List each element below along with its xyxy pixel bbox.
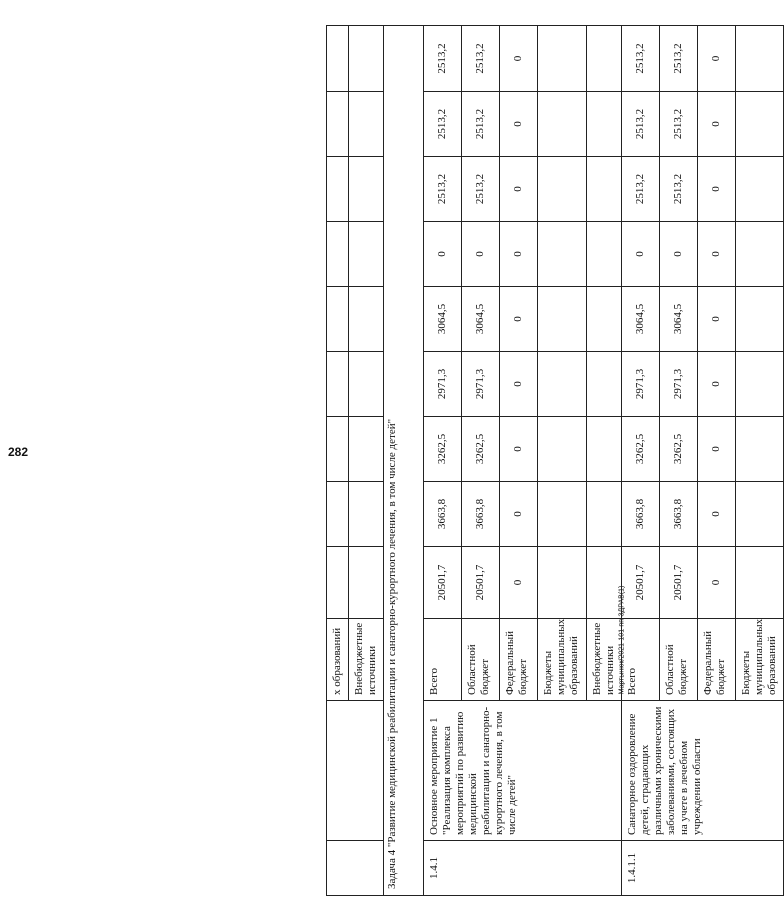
page-number: 282 xyxy=(7,445,29,459)
funding-source-cell: х образований xyxy=(327,619,349,701)
budget-table xyxy=(326,26,784,896)
funding-source-cell: Внебюджетные источники xyxy=(586,619,621,701)
value-cell xyxy=(327,92,349,157)
value-cell: 0 xyxy=(500,92,538,157)
value-cell xyxy=(538,92,586,157)
value-cell: 3064,5 xyxy=(659,287,697,352)
value-cell: 2513,2 xyxy=(621,157,659,222)
value-cell xyxy=(538,157,586,222)
value-cell xyxy=(538,482,586,547)
value-cell: 20501,7 xyxy=(621,547,659,619)
value-cell xyxy=(735,287,783,352)
value-cell xyxy=(349,287,384,352)
value-cell xyxy=(735,482,783,547)
funding-source-cell: Областной бюджет xyxy=(659,619,697,701)
value-cell xyxy=(327,482,349,547)
value-cell xyxy=(538,547,586,619)
value-cell xyxy=(327,157,349,222)
value-cell: 20501,7 xyxy=(659,547,697,619)
value-cell: 2513,2 xyxy=(621,26,659,92)
value-cell xyxy=(735,222,783,287)
value-cell xyxy=(586,352,621,417)
value-cell xyxy=(586,26,621,92)
table-row xyxy=(424,26,462,896)
value-cell: 0 xyxy=(697,352,735,417)
value-cell xyxy=(349,417,384,482)
value-cell xyxy=(349,352,384,417)
value-cell xyxy=(327,417,349,482)
value-cell xyxy=(586,157,621,222)
value-cell: 3663,8 xyxy=(462,482,500,547)
value-cell: 0 xyxy=(500,547,538,619)
value-cell: 2513,2 xyxy=(462,157,500,222)
value-cell xyxy=(586,547,621,619)
value-cell: 2513,2 xyxy=(659,26,697,92)
table-row xyxy=(327,26,349,896)
activity-code: 1.4.1.1 xyxy=(621,841,783,896)
value-cell: 3262,5 xyxy=(462,417,500,482)
funding-source-cell: Федеральный бюджет xyxy=(697,619,735,701)
value-cell: 3663,8 xyxy=(424,482,462,547)
value-cell: 0 xyxy=(500,417,538,482)
value-cell xyxy=(349,482,384,547)
value-cell xyxy=(538,417,586,482)
value-cell: 2513,2 xyxy=(424,26,462,92)
value-cell: 0 xyxy=(462,222,500,287)
value-cell: 3262,5 xyxy=(621,417,659,482)
value-cell: 0 xyxy=(659,222,697,287)
value-cell: 2513,2 xyxy=(659,92,697,157)
value-cell: 3663,8 xyxy=(659,482,697,547)
value-cell: 0 xyxy=(697,417,735,482)
value-cell: 0 xyxy=(500,482,538,547)
funding-source-cell: Всего xyxy=(424,619,462,701)
value-cell xyxy=(586,417,621,482)
table-body xyxy=(327,26,784,896)
value-cell xyxy=(735,417,783,482)
table-row xyxy=(621,26,659,896)
value-cell: 0 xyxy=(697,157,735,222)
value-cell: 2513,2 xyxy=(424,157,462,222)
value-cell: 0 xyxy=(697,222,735,287)
value-cell xyxy=(349,26,384,92)
value-cell: 2971,3 xyxy=(659,352,697,417)
value-cell xyxy=(735,352,783,417)
activity-name: Основное мероприятие 1 "Реализация комплекса мероприятий по развитию медицинской реабилитации и санаторно-курортного лечения, в том числе детей" xyxy=(424,701,621,841)
value-cell xyxy=(327,26,349,92)
funding-source-cell: Внебюджетные источники xyxy=(349,619,384,701)
value-cell: 3064,5 xyxy=(462,287,500,352)
value-cell xyxy=(538,26,586,92)
value-cell xyxy=(586,287,621,352)
value-cell: 20501,7 xyxy=(424,547,462,619)
value-cell: 0 xyxy=(697,482,735,547)
value-cell xyxy=(327,287,349,352)
task-heading: Задача 4 "Развитие медицинской реабилитации и санаторно-курортного лечения, в том числе детей" xyxy=(384,26,424,896)
value-cell: 3064,5 xyxy=(424,287,462,352)
value-cell xyxy=(349,222,384,287)
value-cell: 2513,2 xyxy=(659,157,697,222)
value-cell xyxy=(586,92,621,157)
value-cell xyxy=(327,352,349,417)
value-cell xyxy=(349,547,384,619)
value-cell: 0 xyxy=(697,547,735,619)
value-cell xyxy=(586,482,621,547)
value-cell: 20501,7 xyxy=(462,547,500,619)
value-cell: 2513,2 xyxy=(621,92,659,157)
value-cell: 2971,3 xyxy=(462,352,500,417)
empty-name-cell xyxy=(327,701,384,841)
activity-name: Санаторное оздоровление детей, страдающих различными хроническими заболеваниями, состоящих на учете в лечебном учреждении области xyxy=(621,701,783,841)
value-cell xyxy=(349,92,384,157)
value-cell xyxy=(735,157,783,222)
task-row xyxy=(384,26,424,896)
value-cell xyxy=(538,352,586,417)
value-cell: 2971,3 xyxy=(424,352,462,417)
value-cell xyxy=(538,222,586,287)
value-cell xyxy=(735,26,783,92)
value-cell: 0 xyxy=(424,222,462,287)
value-cell: 3663,8 xyxy=(621,482,659,547)
value-cell: 0 xyxy=(500,26,538,92)
value-cell: 0 xyxy=(500,222,538,287)
value-cell xyxy=(327,547,349,619)
funding-source-cell: Всего xyxy=(621,619,659,701)
value-cell: 2513,2 xyxy=(462,26,500,92)
value-cell: 0 xyxy=(500,287,538,352)
funding-source-cell: Бюджеты муниципальных образований xyxy=(538,619,586,701)
funding-source-cell: Федеральный бюджет xyxy=(500,619,538,701)
value-cell xyxy=(735,547,783,619)
value-cell xyxy=(538,287,586,352)
value-cell xyxy=(586,222,621,287)
value-cell: 3262,5 xyxy=(659,417,697,482)
value-cell: 0 xyxy=(697,287,735,352)
value-cell: 3064,5 xyxy=(621,287,659,352)
funding-source-cell: Областной бюджет xyxy=(462,619,500,701)
value-cell: 2513,2 xyxy=(462,92,500,157)
value-cell: 0 xyxy=(621,222,659,287)
funding-source-cell: Бюджеты муниципальных образований xyxy=(735,619,783,701)
value-cell: 2971,3 xyxy=(621,352,659,417)
value-cell: 2513,2 xyxy=(424,92,462,157)
activity-code: 1.4.1 xyxy=(424,841,621,896)
empty-code-cell xyxy=(327,841,384,896)
value-cell xyxy=(327,222,349,287)
value-cell: 0 xyxy=(697,92,735,157)
value-cell: 3262,5 xyxy=(424,417,462,482)
value-cell: 0 xyxy=(500,352,538,417)
value-cell xyxy=(349,157,384,222)
footer-code: Мартынюк/2021-101-пп-ЗДРАВ(1) xyxy=(618,585,626,695)
value-cell xyxy=(735,92,783,157)
value-cell: 0 xyxy=(500,157,538,222)
value-cell: 0 xyxy=(697,26,735,92)
